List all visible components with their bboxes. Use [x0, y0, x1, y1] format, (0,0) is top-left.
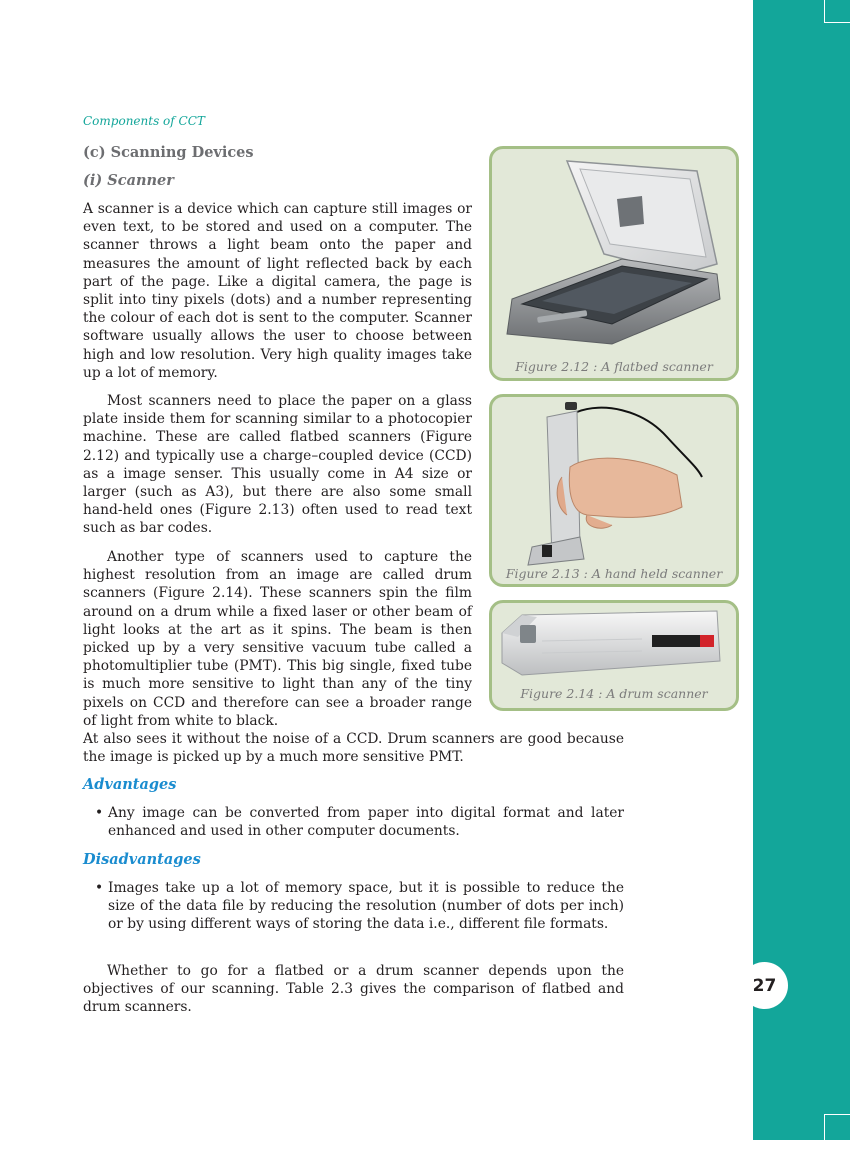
- paragraph-flatbed: Most scanners need to place the paper on a glass plate inside them for scanning similar to a photocopier machine. These are called flatbed scanners (Figure 2.12) and typically use a charge–coupled device (CCD) as a image senser. This usually come in A4 size or larger (such as A3), but there are also some small hand-held ones (Figure 2.13) often used to read text such as bar codes.: [83, 393, 472, 537]
- figure-flatbed-scanner: [489, 146, 739, 381]
- subsection-heading: (i) Scanner: [83, 172, 174, 189]
- disadvantages-heading: Disadvantages: [83, 851, 201, 868]
- advantages-heading: Advantages: [83, 776, 177, 793]
- disadvantage-text: Images take up a lot of memory space, but it is possible to reduce the size of the data file by reducing the resolution (number of dots per inch) or by using different ways of storing the data i.e., different file formats.: [108, 880, 624, 933]
- flatbed-scanner-image: [492, 149, 736, 378]
- advantage-text: Any image can be converted from paper into digital format and later enhanced and used in other computer documents.: [108, 805, 624, 840]
- crop-mark-bottom: [824, 1114, 850, 1155]
- paragraph-drum-continued: At also sees it without the noise of a CCD. Drum scanners are good because the image is picked up by a much more sensitive PMT.: [83, 731, 624, 766]
- crop-mark-top: [824, 0, 850, 23]
- paragraph-closing: Whether to go for a flatbed or a drum scanner depends upon the objectives of our scanning. Table 2.3 gives the comparison of flatbed and drum scanners.: [83, 963, 624, 1016]
- disadvantage-item: [95, 879, 624, 934]
- figure-drum-scanner: [489, 600, 739, 711]
- paragraph-drum: Another type of scanners used to capture the highest resolution from an image are called drum scanners (Figure 2.14). These scanners spin the film around on a drum while a fixed laser or other beam of light looks at the art as it spins. The beam is then picked up by a very sensitive vacuum tube called a photomultiplier tube (PMT). This big single, fixed tube is much more sensitive to light than any of the tiny pixels on CCD and therefore can see a broader range of light from white to black.: [83, 549, 472, 729]
- bullet-icon: •: [95, 880, 104, 896]
- figure-handheld-scanner: [489, 394, 739, 587]
- bullet-icon: •: [95, 805, 104, 821]
- paragraph-scanner-intro: A scanner is a device which can capture still images or even text, to be stored and used on a computer. The scanner throws a light beam onto the paper and measures the amount of light reflected back by each part of the page. Like a digital camera, the page is split into tiny pixels (dots) and a number representing the colour of each dot is sent to the computer. Scanner software usually allows the user to choose between high and low resolution. Very high quality images take up a lot of memory.: [83, 201, 472, 381]
- figure-caption: Figure 2.12 : A flatbed scanner: [515, 359, 713, 374]
- figure-caption: Figure 2.14 : A drum scanner: [520, 686, 708, 701]
- page-number: 27: [741, 962, 788, 1009]
- running-head: Components of CCT: [83, 114, 205, 128]
- advantage-item: [95, 804, 624, 840]
- figure-caption: Figure 2.13 : A hand held scanner: [505, 566, 723, 581]
- handheld-scanner-image: [492, 397, 736, 584]
- section-heading: (c) Scanning Devices: [83, 144, 254, 161]
